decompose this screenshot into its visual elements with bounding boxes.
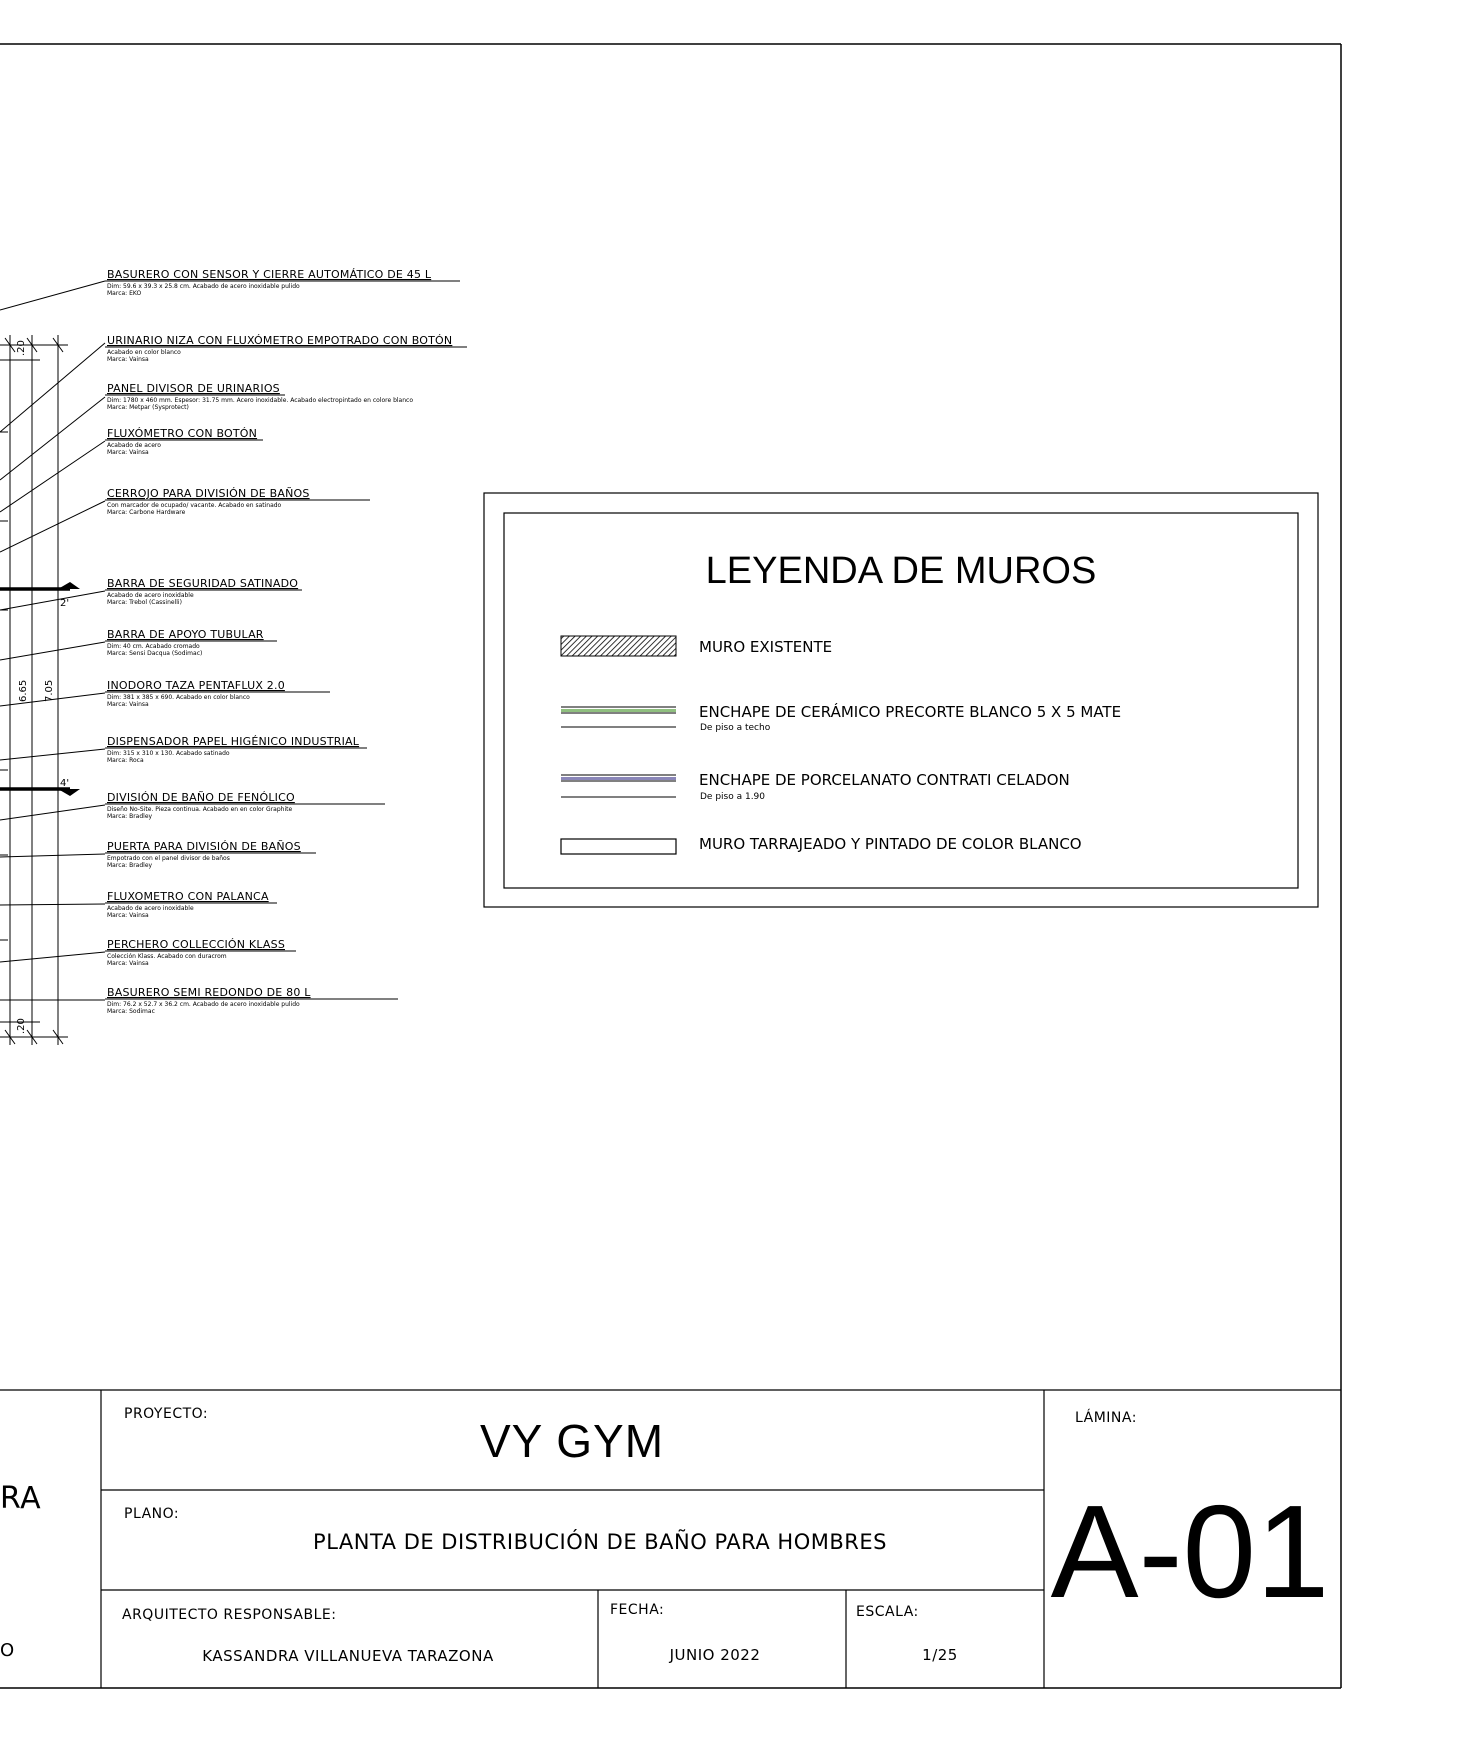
- legend-swatch-existing: [561, 636, 676, 656]
- svg-text:Dim: 59.6 x 39.3 x 25.8 cm. Ac: Dim: 59.6 x 39.3 x 25.8 cm. Acabado de acero inoxidable pulido: [107, 283, 300, 290]
- architect-name: KASSANDRA VILLANUEVA TARAZONA: [202, 1647, 494, 1665]
- architect-label: ARQUITECTO RESPONSABLE:: [122, 1607, 337, 1623]
- legend-sublabel: De piso a techo: [700, 723, 771, 733]
- svg-text:Empotrado con el panel divisor: Empotrado con el panel divisor de baños: [107, 855, 230, 862]
- svg-text:Acabado de acero inoxidable: Acabado de acero inoxidable: [107, 592, 194, 599]
- svg-text:PUERTA PARA DIVISIÓN DE BA: PUERTA PARA DIVISIÓN DE BAÑOS: [107, 840, 301, 853]
- svg-text:Acabado de acero inoxidable: Acabado de acero inoxidable: [107, 905, 194, 912]
- dim-mark-a: 2': [60, 598, 70, 609]
- legend-label: ENCHAPE DE CERÁMICO PRECORTE BLANCO 5 X 5 MATE: [699, 703, 1122, 721]
- callout-item: [107, 840, 301, 869]
- legend-label: MURO TARRAJEADO Y PINTADO DE COLOR BLANCO: [699, 835, 1082, 853]
- svg-text:Marca: Vainsa: Marca: Vainsa: [107, 912, 149, 919]
- svg-text:DISPENSADOR PAPEL HIGÉNICO: DISPENSADOR PAPEL HIGÉNICO INDUSTRIAL: [107, 735, 360, 748]
- svg-text:BASURERO CON SENSOR Y CIER: BASURERO CON SENSOR Y CIERRE AUTOMÁTICO DE 45 L: [107, 268, 432, 281]
- svg-text:Dim: 76.2 x 52.7 x 36.2 cm. Ac: Dim: 76.2 x 52.7 x 36.2 cm. Acabado de acero inoxidable pulido: [107, 1001, 300, 1008]
- legend-label: MURO EXISTENTE: [699, 638, 833, 656]
- grab-bars: [0, 582, 80, 796]
- svg-text:Marca: Carbone Hardware: Marca: Carbone Hardware: [107, 509, 186, 516]
- dim-top: .20: [16, 340, 27, 356]
- dim-mark-b: 4': [60, 778, 70, 789]
- sheet-number: A-01: [1050, 1478, 1330, 1625]
- callout-item: [107, 938, 285, 967]
- date-value: JUNIO 2022: [669, 1646, 761, 1664]
- legend-swatch-plaster: [561, 839, 676, 854]
- svg-text:Marca: EKO: Marca: EKO: [107, 290, 142, 297]
- svg-text:BARRA DE APOYO TUBULAR: BARRA DE APOYO TUBULAR: [107, 628, 264, 641]
- svg-text:Dim: 40 cm. Acabado cromado: Dim: 40 cm. Acabado cromado: [107, 643, 200, 650]
- callout-item: [107, 679, 285, 708]
- svg-text:DIVISIÓN DE BAÑO DE FENÓLI: DIVISIÓN DE BAÑO DE FENÓLICO: [107, 791, 295, 804]
- legend-label: ENCHAPE DE PORCELANATO CONTRATI CELADON: [699, 771, 1070, 789]
- callout-item: [107, 890, 269, 919]
- svg-text:Marca: Sensi Dacqua (Sodimac): Marca: Sensi Dacqua (Sodimac): [107, 650, 203, 657]
- svg-text:Marca: Roca: Marca: Roca: [107, 757, 144, 764]
- svg-text:URINARIO NIZA CON FLUXÓMETR: URINARIO NIZA CON FLUXÓMETRO EMPOTRADO CON BOTÓN: [107, 334, 453, 347]
- plan-dimension-lines: [0, 335, 68, 1045]
- sheet-label: LÁMINA:: [1075, 1410, 1137, 1426]
- svg-text:Marca: Sodimac: Marca: Sodimac: [107, 1008, 155, 1015]
- svg-text:Con marcador de ocupado/ vacan: Con marcador de ocupado/ vacante. Acabado en satinado: [107, 502, 282, 509]
- svg-text:Marca: Vainsa: Marca: Vainsa: [107, 960, 149, 967]
- svg-text:Marca: Bradley: Marca: Bradley: [107, 862, 153, 869]
- svg-text:FLUXÓMETRO CON BOTÓN: FLUXÓMETRO CON BOTÓN: [107, 427, 258, 440]
- plan-name: PLANTA DE DISTRIBUCIÓN DE BAÑO PARA HOMBRES: [313, 1530, 887, 1554]
- svg-text:Marca: Vainsa: Marca: Vainsa: [107, 356, 149, 363]
- svg-text:Marca: Bradley: Marca: Bradley: [107, 813, 153, 820]
- callout-item: [107, 577, 298, 606]
- legend-swatch-ceramic: [561, 707, 676, 727]
- dim-inner: 6.65: [18, 679, 29, 702]
- date-label: FECHA:: [610, 1602, 665, 1618]
- legend-swatch-porcelain: [561, 775, 676, 797]
- scale-value: 1/25: [922, 1646, 958, 1664]
- wall-legend: [484, 493, 1318, 907]
- dim-outer: 7.05: [44, 679, 55, 702]
- svg-text:Marca: Vainsa: Marca: Vainsa: [107, 449, 149, 456]
- legend-sublabel: De piso a 1.90: [700, 792, 766, 802]
- legend-title: LEYENDA DE MUROS: [705, 550, 1097, 592]
- callout-item: [107, 487, 310, 516]
- svg-text:Diseño No-Site. Pieza continua: Diseño No-Site. Pieza continua. Acabado en en color Graphite: [107, 806, 293, 813]
- svg-text:Dim: 315 x 310 x 130. Acabado: Dim: 315 x 310 x 130. Acabado satinado: [107, 750, 230, 757]
- plan-label: PLANO:: [124, 1506, 180, 1522]
- dim-bottom: .20: [16, 1018, 27, 1034]
- callout-item: [107, 382, 413, 411]
- svg-text:Marca: Metpar (Sysprotect): Marca: Metpar (Sysprotect): [107, 404, 189, 411]
- svg-text:PERCHERO COLLECCIÓN KLASS: PERCHERO COLLECCIÓN KLASS: [107, 938, 285, 951]
- callout-leaders: [0, 281, 105, 1000]
- svg-text:Dim: 1780 x 460 mm. Espesor: 3: Dim: 1780 x 460 mm. Espesor: 31.75 mm. Acero inoxidable. Acabado electropintado en colore blanco: [107, 397, 414, 404]
- svg-text:BARRA DE SEGURIDAD SATINADO: BARRA DE SEGURIDAD SATINADO: [107, 577, 299, 590]
- svg-text:Acabado en color blanco: Acabado en color blanco: [107, 349, 181, 356]
- svg-text:Dim: 381 x 385 x 690. Acabado: Dim: 381 x 385 x 690. Acabado en color blanco: [107, 694, 250, 701]
- svg-text:Marca: Vainsa: Marca: Vainsa: [107, 701, 149, 708]
- svg-text:Marca: Trebol (Cassinelli): Marca: Trebol (Cassinelli): [107, 599, 182, 606]
- callout-item: [107, 628, 264, 657]
- svg-text:Colección Klass. Acabado con d: Colección Klass. Acabado con duracrom: [107, 953, 227, 960]
- callout-item: [107, 986, 311, 1015]
- svg-text:PANEL DIVISOR DE URINARIOS: PANEL DIVISOR DE URINARIOS: [107, 382, 280, 395]
- left-fragment: O: [0, 1640, 15, 1661]
- callout-item: [107, 334, 452, 363]
- svg-text:BASURERO SEMI REDONDO DE 8: BASURERO SEMI REDONDO DE 80 L: [107, 986, 311, 999]
- project-name: VY GYM: [479, 1415, 665, 1467]
- svg-text:INODORO TAZA PENTAFLUX 2.0: INODORO TAZA PENTAFLUX 2.0: [107, 679, 285, 692]
- callout-item: [107, 268, 432, 297]
- svg-text:FLUXOMETRO CON PALANCA: FLUXOMETRO CON PALANCA: [107, 890, 269, 903]
- project-label: PROYECTO:: [124, 1406, 209, 1422]
- svg-text:CERROJO PARA DIVISIÓN DE B: CERROJO PARA DIVISIÓN DE BAÑOS: [107, 487, 310, 500]
- callout-item: [107, 791, 295, 820]
- svg-text:Acabado de acero: Acabado de acero: [107, 442, 161, 449]
- left-fragment: RA: [0, 1481, 42, 1516]
- scale-label: ESCALA:: [856, 1604, 919, 1620]
- callout-item: [107, 427, 257, 456]
- callout-item: [107, 735, 360, 764]
